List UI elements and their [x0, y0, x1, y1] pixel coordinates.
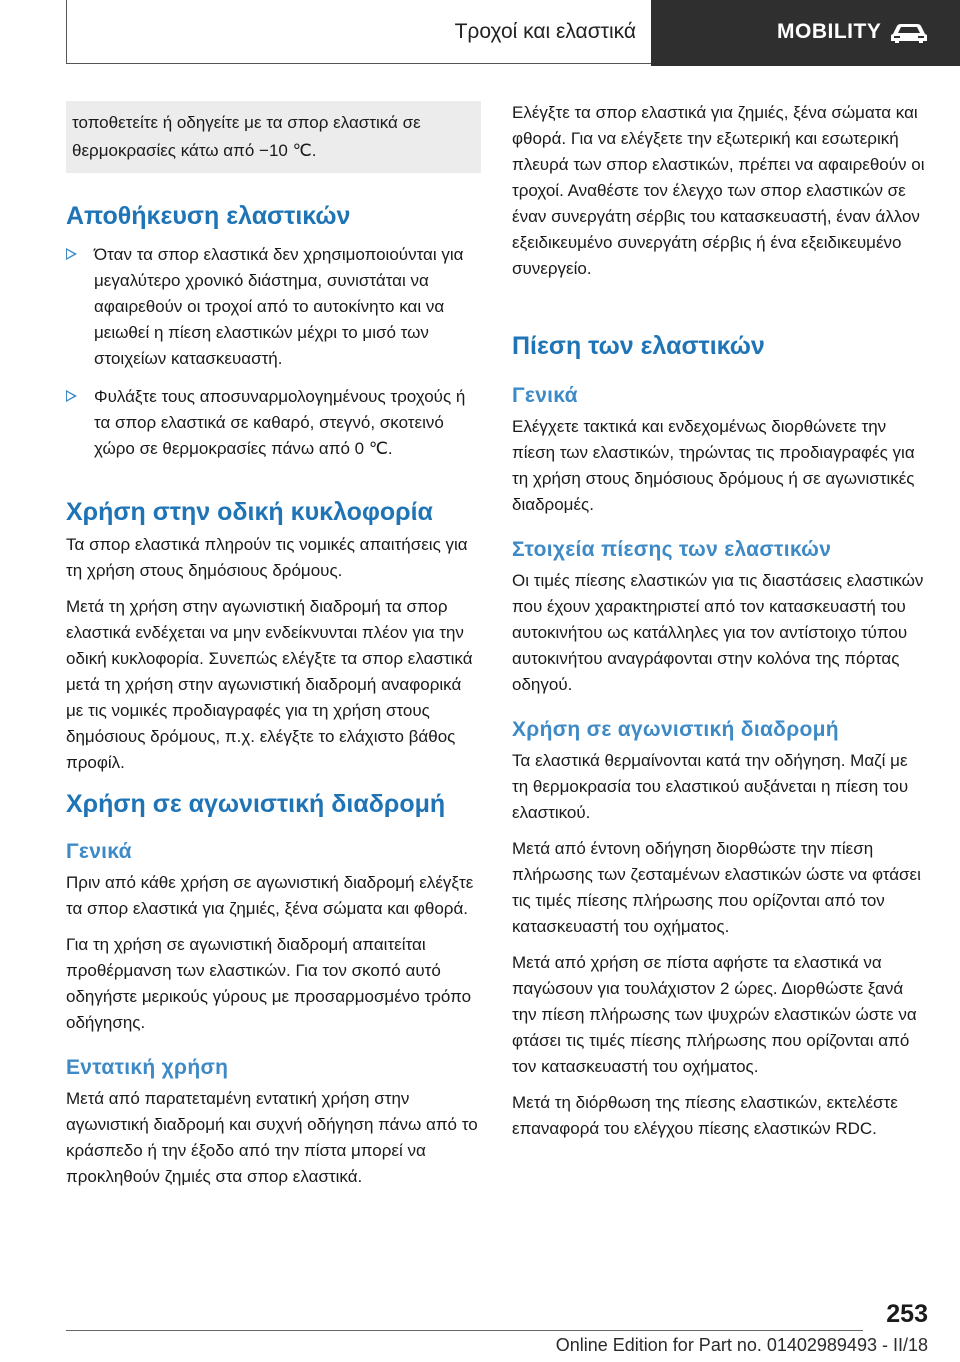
intro-paragraph: Ελέγξτε τα σπορ ελαστικά για ζημιές, ξένα σώματα και φθορά. Για να ελέγξετε την εξωτερική και εσωτερική πλευρά των σπορ ελαστικών, πρέπει να αφαιρεθούν οι τροχοί. Αναθέστε τον έλεγχο των σπορ ελαστικών σε έναν συνεργάτη σέρβις του κατασκευαστή, έναν άλλον εξειδικευμένο συνεργάτη σέρβις ή ένα εξειδικευμένο συνεργείο. — [512, 103, 925, 278]
general-heading-right: Γενικά — [512, 384, 578, 407]
car-icon — [889, 22, 929, 44]
page-number: 253 — [886, 1300, 928, 1328]
road-paragraph-1: Τα σπορ ελαστικά πληρούν τις νομικές απαιτήσεις για τη χρήση στους δημόσιους δρόμους. — [66, 535, 468, 580]
track-paragraph-4: Μετά τη διόρθωση της πίεσης ελαστικών, εκτελέστε επαναφορά του ελέγχου πίεσης ελαστικών RDC. — [512, 1093, 898, 1138]
right-intro — [512, 100, 928, 282]
general-heading-left: Γενικά — [66, 840, 132, 863]
storage-bullet-1 — [66, 242, 481, 372]
mobility-tab-label: MOBILITY — [777, 20, 882, 43]
track-paragraph-1: Τα ελαστικά θερμαίνονται κατά την οδήγηση. Μαζί με τη θερμοκρασία του ελαστικού αυξάνεται η πίεση του ελαστικού. — [512, 751, 909, 822]
road-heading: Χρήση στην οδική κυκλοφορία — [66, 498, 433, 526]
track-paragraph-3: Μετά από χρήση σε πίστα αφήστε τα ελαστικά να παγώσουν για τουλάχιστον 2 ώρες. Διορθώστε ξανά την πίεση πλήρωσης των ψυχρών ελαστικών ώστε να φτάσει τις τιμές πίεσης πλήρωσης που ορίζονται από τον κατασκευαστή του οχήματος. — [512, 953, 917, 1076]
section-title: Τροχοί και ελαστικά — [454, 20, 636, 43]
intensive-paragraph: Μετά από παρατεταμένη εντατική χρήση στην αγωνιστική διαδρομή και συχνή οδήγηση πάνω από το κράσπεδο ή την έξοδο από την πίστα μπορεί να προκληθούν ζημιές στα σπορ ελαστικά. — [66, 1089, 478, 1186]
storage-heading: Αποθήκευση ελαστικών — [66, 202, 351, 230]
data-paragraph: Οι τιμές πίεσης ελαστικών για τις διαστάσεις ελαστικών που έχουν χαρακτηριστεί από τον κατασκευαστή του αυτοκινήτου ως κατάλληλες για τον αντίστοιχο τύπου αυτοκινήτου αναγράφονται στην κολόνα της πόρτας οδηγού. — [512, 571, 924, 694]
track-paragraph-2: Μετά από έντονη οδήγηση διορθώστε την πίεση πλήρωσης των ζεσταμένων ελαστικών ώστε να φτάσει τις τιμές πίεσης πλήρωσης που ορίζονται από τον κατασκευαστή του οχήματος. — [512, 839, 921, 936]
pressure-heading: Πίεση των ελαστικών — [512, 332, 765, 360]
note-box — [66, 101, 481, 173]
general-paragraph-2: Για τη χρήση σε αγωνιστική διαδρομή απαιτείται προθέρμανση των ελαστικών. Για τον σκοπό αυτό οδηγήστε μερικούς γύρους με προσαρμοσμένο τρόπο οδήγησης. — [66, 935, 472, 1032]
bullet-triangle-icon — [66, 390, 77, 402]
bullet-text: Φυλάξτε τους αποσυναρμολογημένους τροχούς ή τα σπορ ελαστικά σε καθαρό, στεγνό, σκοτεινό χώρο σε θερμοκρασίες πάνω από 0 ℃. — [94, 387, 466, 458]
header-rule — [66, 63, 651, 64]
general-paragraph-right: Ελέγχετε τακτικά και ενδεχομένως διορθώνετε την πίεση των ελαστικών, τηρώντας τις προδιαγραφές για τη χρήση στους δημόσιους δρόμους ή σε αγωνιστικές διαδρομές. — [512, 417, 915, 514]
general-paragraph-1: Πριν από κάθε χρήση σε αγωνιστική διαδρομή ελέγξτε τα σπορ ελαστικά για ζημιές, ξένα σώματα και φθορά. — [66, 873, 474, 918]
footer-rule — [66, 1330, 863, 1331]
pressure-section — [512, 330, 928, 1142]
track-heading-left: Χρήση σε αγωνιστική διαδρομή — [66, 790, 446, 818]
storage-bullet-2 — [66, 384, 481, 462]
road-paragraph-2: Μετά τη χρήση στην αγωνιστική διαδρομή τα σπορ ελαστικά ενδέχεται να μην ενδείκνυνται πλέον για την οδική κυκλοφορία. Συνεπώς ελέγξτε τα σπορ ελαστικά μετά τη χρήση στην αγωνιστική διαδρομή αναφορικά με τις νομικές προδιαγραφές για τη χρήση στους δημόσιους δρόμους, π.χ. ελέγξτε το ελάχιστο βάθος προφίλ. — [66, 597, 473, 772]
road-section — [66, 496, 481, 776]
track-heading-right: Χρήση σε αγωνιστική διαδρομή — [512, 718, 839, 741]
track-section-left — [66, 788, 481, 1190]
mobility-tab — [651, 0, 960, 66]
storage-section — [66, 200, 481, 462]
data-heading: Στοιχεία πίεσης των ελαστικών — [512, 538, 832, 561]
intensive-heading: Εντατική χρήση — [66, 1056, 229, 1079]
bullet-triangle-icon — [66, 248, 77, 260]
note-text: τοποθετείτε ή οδηγείτε με τα σπορ ελαστικά σε θερμοκρασίες κάτω από −10 ℃. — [72, 113, 421, 160]
bullet-text: Όταν τα σπορ ελαστικά δεν χρησιμοποιούνται για μεγαλύτερο χρονικό διάστημα, συνιστάται να αφαιρεθούν οι τροχοί από το αυτοκίνητο και να μειωθεί η πίεση ελαστικών μέχρι το μισό των στοιχείων κατασκευαστή. — [94, 245, 464, 368]
edition-text: Online Edition for Part no. 01402989493 - II/18 — [555, 1335, 928, 1355]
